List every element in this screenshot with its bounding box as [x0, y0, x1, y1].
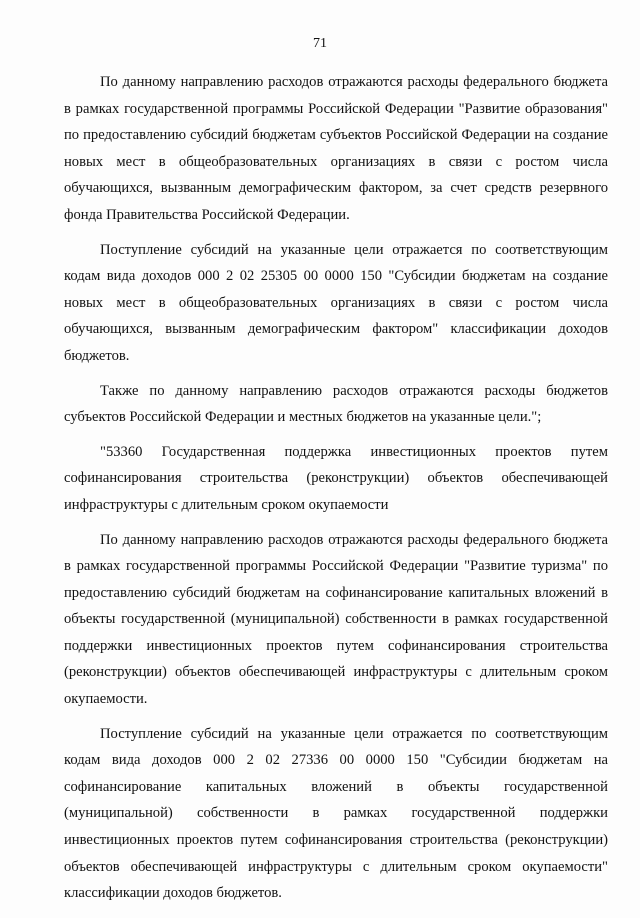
document-body	[64, 69, 608, 907]
paragraph-code-53360-heading: "53360 Государственная поддержка инвестиционных проектов путем софинансирования строительства (реконструкции) объектов обеспечивающей инфраструктуры с длительным сроком окупаемости	[64, 443, 608, 513]
paragraph-income-code-27336: Поступление субсидий на указанные цели отражается по соответствующим кодам вида доходов 000 2 02 27336 00 0000 150 "Субсидии бюджетам на софинансирование капитальных вложений в объекты государственной (муниципальной) собственности в рамках государственной поддержки инвестиционных проектов путем софинансирования строительства (реконструкции) объектов обеспечивающей инфраструктуры с длительным сроком окупаемости" классификации доходов бюджетов.	[64, 725, 608, 902]
paragraph-federal-budget-education: По данному направлению расходов отражаются расходы федерального бюджета в рамках государственной программы Российской Федерации "Развитие образования" по предоставлению субсидий бюджетам субъектов Российской Федерации на создание новых мест в общеобразовательных организациях в связи с ростом числа обучающихся, вызванным демографическим фактором, за счет средств резервного фонда Правительства Российской Федерации.	[64, 74, 608, 223]
paragraph-federal-budget-tourism: По данному направлению расходов отражаются расходы федерального бюджета в рамках государственной программы Российской Федерации "Развитие туризма" по предоставлению субсидий бюджетам на софинансирование капитальных вложений в объекты государственной (муниципальной) собственности в рамках государственной поддержки инвестиционных проектов путем софинансирования строительства (реконструкции) объектов обеспечивающей инфраструктуры с длительным сроком окупаемости.	[64, 531, 608, 708]
paragraph-income-code-25305: Поступление субсидий на указанные цели отражается по соответствующим кодам вида доходов 000 2 02 25305 00 0000 150 "Субсидии бюджетам на создание новых мест в общеобразовательных организациях в связи с ростом числа обучающихся, вызванным демографическим фактором" классификации доходов бюджетов.	[64, 241, 608, 364]
page-number: 71	[313, 36, 327, 51]
paragraph-regional-local-budgets: Также по данному направлению расходов отражаются расходы бюджетов субъектов Российской Федерации и местных бюджетов на указанные цели.";	[64, 382, 608, 426]
